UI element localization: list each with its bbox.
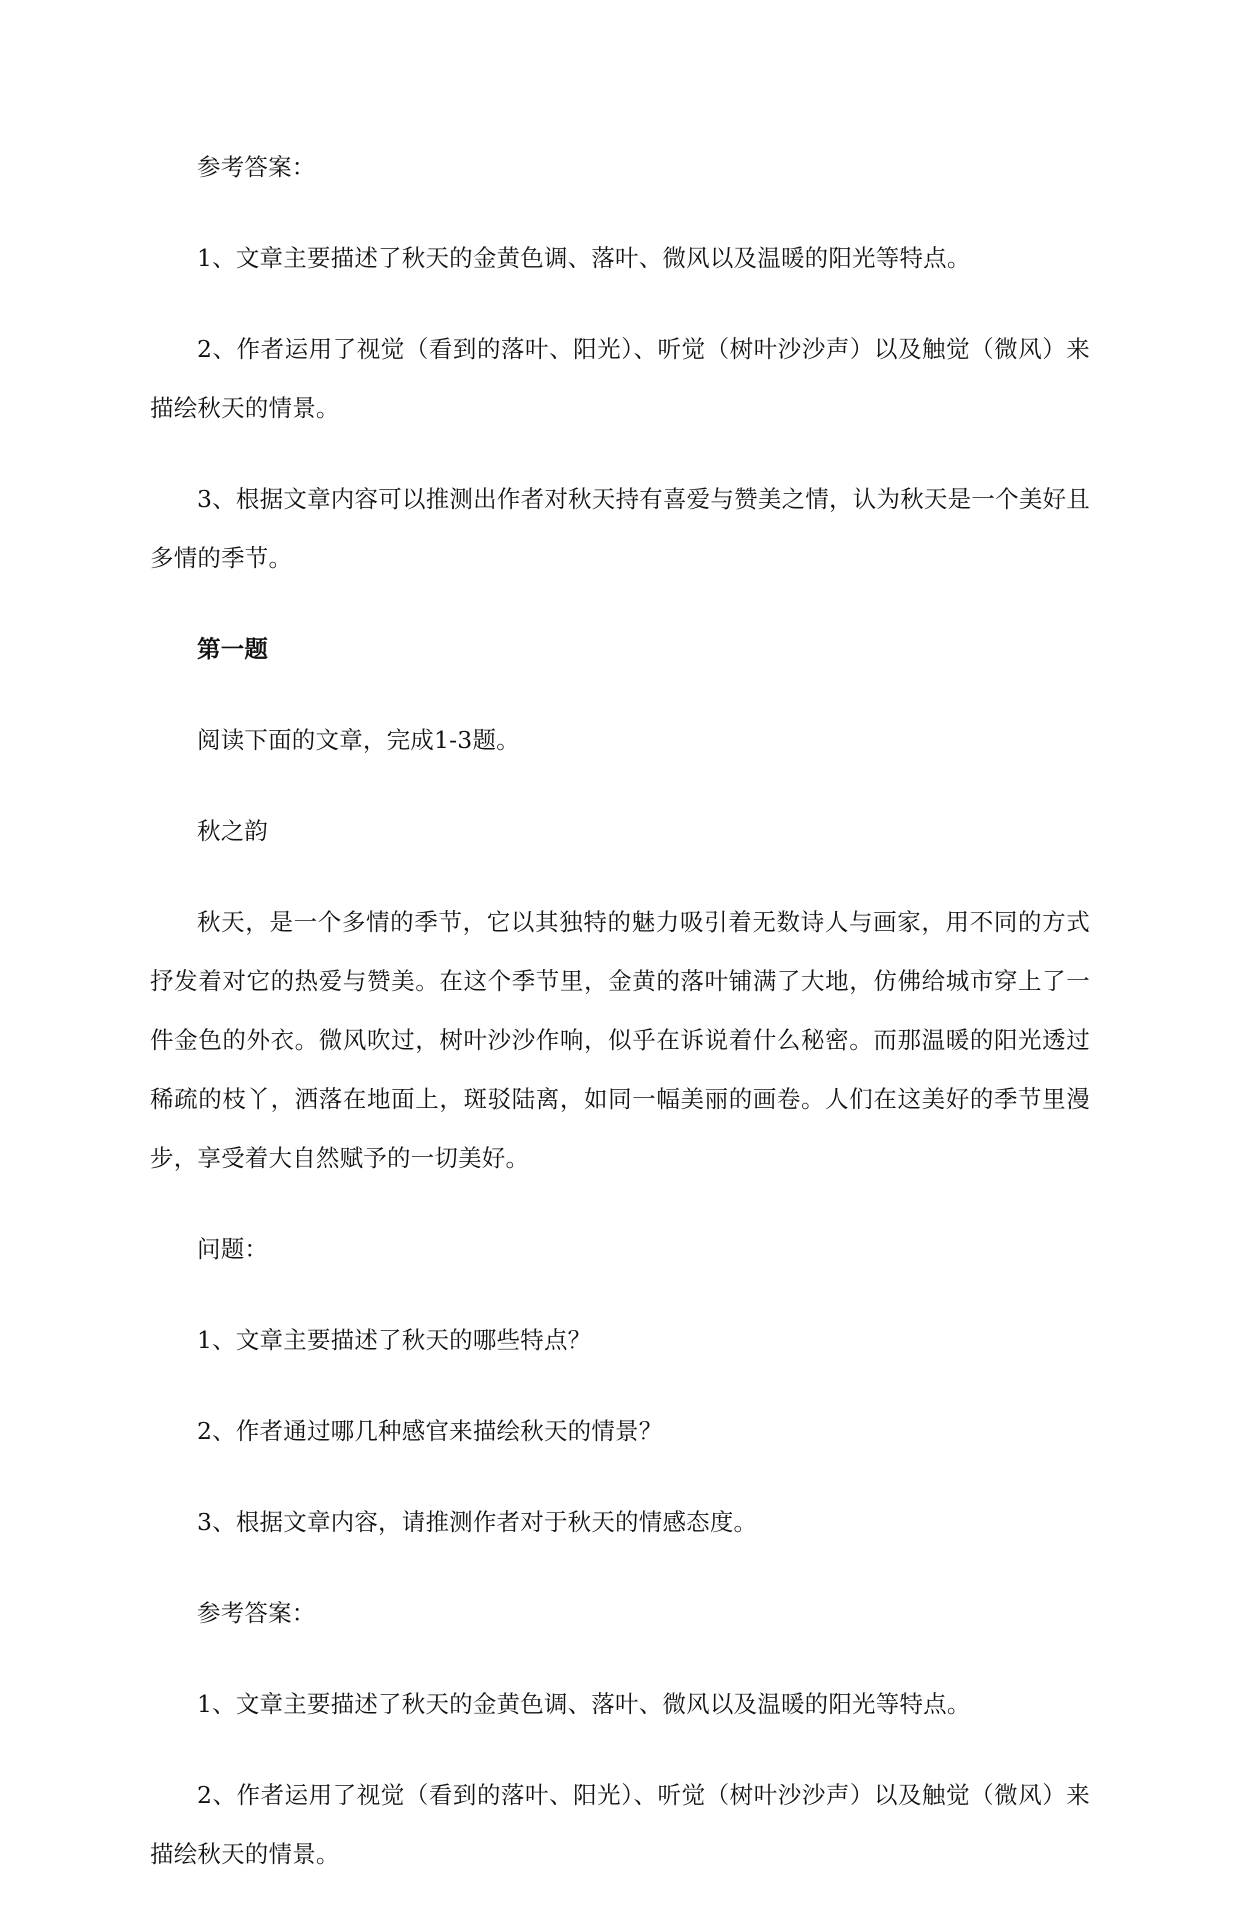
answer-heading: 参考答案：	[197, 1599, 316, 1627]
question-item: 2、作者通过哪几种感官来描绘秋天的情景？	[197, 1417, 663, 1445]
answer-item: 2、作者运用了视觉（看到的落叶、阳光）、听觉（树叶沙沙声）以及触觉（微风）来描绘秋天的情景。	[150, 1781, 1090, 1868]
question-item: 3、根据文章内容，请推测作者对于秋天的情感态度。	[197, 1508, 758, 1536]
section-title: 第一题	[197, 635, 269, 663]
answer-item: 3、根据文章内容可以推测出作者对秋天持有喜爱与赞美之情，认为秋天是一个美好且多情的季节。	[150, 485, 1090, 572]
document-body	[150, 138, 1090, 1916]
article-body: 秋天，是一个多情的季节，它以其独特的魅力吸引着无数诗人与画家，用不同的方式抒发着对它的热爱与赞美。在这个季节里，金黄的落叶铺满了大地，仿佛给城市穿上了一件金色的外衣。微风吹过，树叶沙沙作响，似乎在诉说着什么秘密。而那温暖的阳光透过稀疏的枝丫，洒落在地面上，斑驳陆离，如同一幅美丽的画卷。人们在这美好的季节里漫步，享受着大自然赋予的一切美好。	[150, 908, 1090, 1172]
answer-heading: 参考答案：	[197, 153, 316, 181]
question-item: 1、文章主要描述了秋天的哪些特点？	[197, 1326, 592, 1354]
answer-item: 1、文章主要描述了秋天的金黄色调、落叶、微风以及温暖的阳光等特点。	[197, 1690, 971, 1718]
questions-heading: 问题：	[197, 1235, 269, 1263]
answer-item: 2、作者运用了视觉（看到的落叶、阳光）、听觉（树叶沙沙声）以及触觉（微风）来描绘秋天的情景。	[150, 335, 1090, 422]
article-title: 秋之韵	[197, 817, 269, 845]
answer-item: 1、文章主要描述了秋天的金黄色调、落叶、微风以及温暖的阳光等特点。	[197, 244, 971, 272]
instruction-text: 阅读下面的文章，完成1-3题。	[197, 726, 520, 754]
